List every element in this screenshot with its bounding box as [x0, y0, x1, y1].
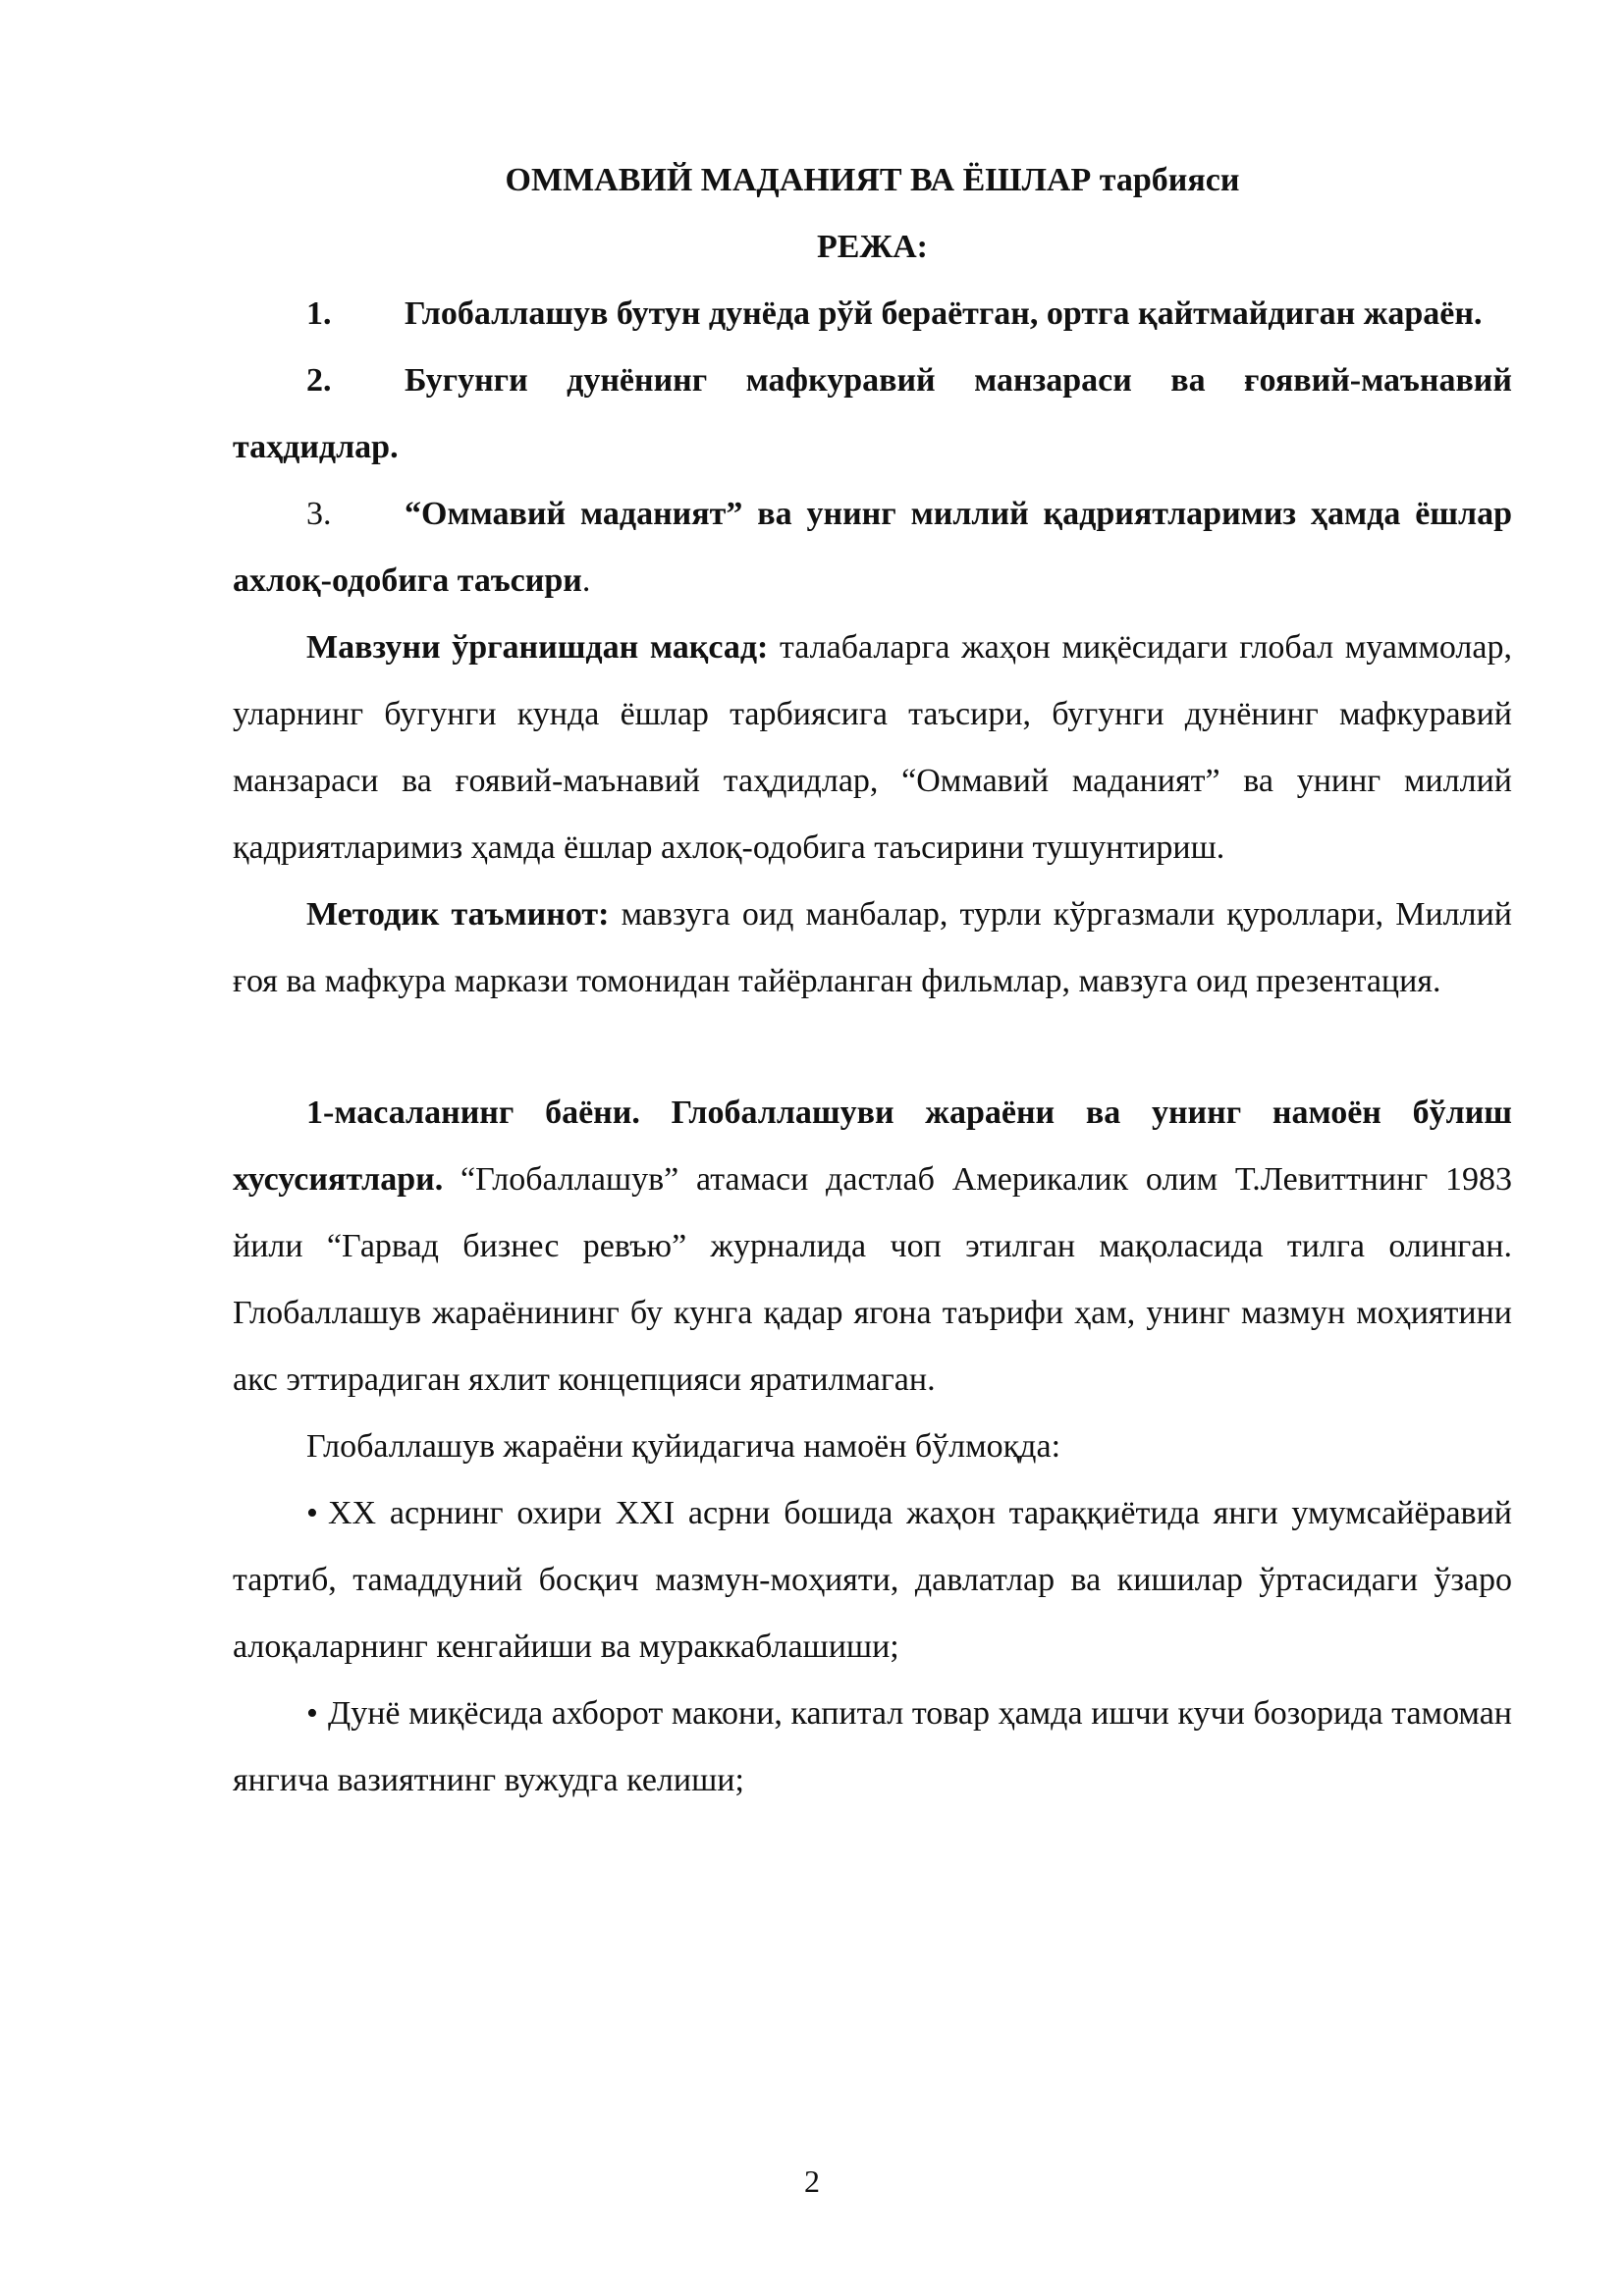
plan-item-number: 1.: [306, 295, 332, 332]
plan-item-2: [233, 347, 1512, 481]
method-paragraph: [233, 881, 1512, 1015]
bullet-icon: •: [306, 1495, 318, 1531]
page-number: 2: [804, 2163, 820, 2199]
plan-item-number: 3.: [306, 496, 332, 532]
bullet-icon: •: [306, 1695, 318, 1732]
document-page: [233, 147, 1512, 1814]
plan-heading: РЕЖА:: [817, 229, 928, 265]
plan-item-tail: .: [581, 562, 591, 599]
bullet-item-1: [233, 1480, 1512, 1681]
plan-item-text: Бугунги дунёнинг мафкуравий манзараси ва ғоявий-маънавий таҳдидлар.: [233, 362, 1512, 465]
paragraph-gap: [233, 1015, 1512, 1080]
plan-item-text: “Оммавий маданият” ва унинг миллий қадриятларимиз ҳамда ёшлар ахлоқ-одобига таъсири: [233, 496, 1512, 599]
section-1-text: “Глобаллашув” атамаси дастлаб Америкалик олим Т.Левиттнинг 1983 йили “Гарвад бизнес ревъю” журналида чоп этилган мақоласида тилга олинган. Глобаллашув жараёнининг бу кунга қадар ягона таърифи ҳам, унинг мазмун моҳиятини акс эттирадиган яхлит концепцияси яратилмаган.: [233, 1161, 1512, 1398]
plan-item-text: Глобаллашув бутун дунёда рўй бераётган, ортга қайтмайдиган жараён.: [405, 295, 1483, 332]
goal-paragraph: [233, 614, 1512, 881]
section-1-heading: 1-масаланинг баёни. Глобаллашуви жараёни ва унинг намоён бўлиш хусусиятлари.: [233, 1095, 1512, 1198]
plan-item-number: 2.: [306, 362, 332, 399]
plan-item-1: [233, 281, 1512, 347]
intro-line: Глобаллашув жараёни қуйидагича намоён бўлмоқда:: [306, 1428, 1061, 1465]
bullet-text: Дунё миқёсида ахборот макони, капитал товар ҳамда ишчи кучи бозорида тамоман янгича вазиятнинг вужудга келиши;: [233, 1695, 1512, 1798]
goal-label: Мавзуни ўрганишдан мақсад:: [306, 629, 769, 666]
bullet-text: ХХ асрнинг охири ХХI асрни бошида жаҳон тараққиётида янги умумсайёравий тартиб, тамаддуний босқич мазмун-моҳияти, давлатлар ва кишилар ўртасидаги ўзаро алоқаларнинг кенгайиши ва мураккаблашиши;: [233, 1495, 1512, 1665]
method-text: мавзуга оид манбалар, турли кўргазмали қуроллари, Миллий ғоя ва мафкура маркази томонидан тайёрланган фильмлар, мавзуга оид презентация.: [233, 896, 1512, 999]
plan-item-3: [233, 481, 1512, 614]
bullet-item-2: [233, 1681, 1512, 1814]
method-label: Методик таъминот:: [306, 896, 610, 933]
document-title: ОММАВИЙ МАДАНИЯТ ВА ЁШЛАР тарбияси: [505, 162, 1240, 198]
section-1-paragraph: [233, 1080, 1512, 1414]
goal-text: талабаларга жаҳон миқёсидаги глобал муаммолар, уларнинг бугунги кунда ёшлар тарбиясига таъсири, бугунги дунёнинг мафкуравий манзараси ва ғоявий-маънавий таҳдидлар, “Оммавий маданият” ва унинг миллий қадриятларимиз ҳамда ёшлар ахлоқ-одобига таъсирини тушунтириш.: [233, 629, 1512, 866]
